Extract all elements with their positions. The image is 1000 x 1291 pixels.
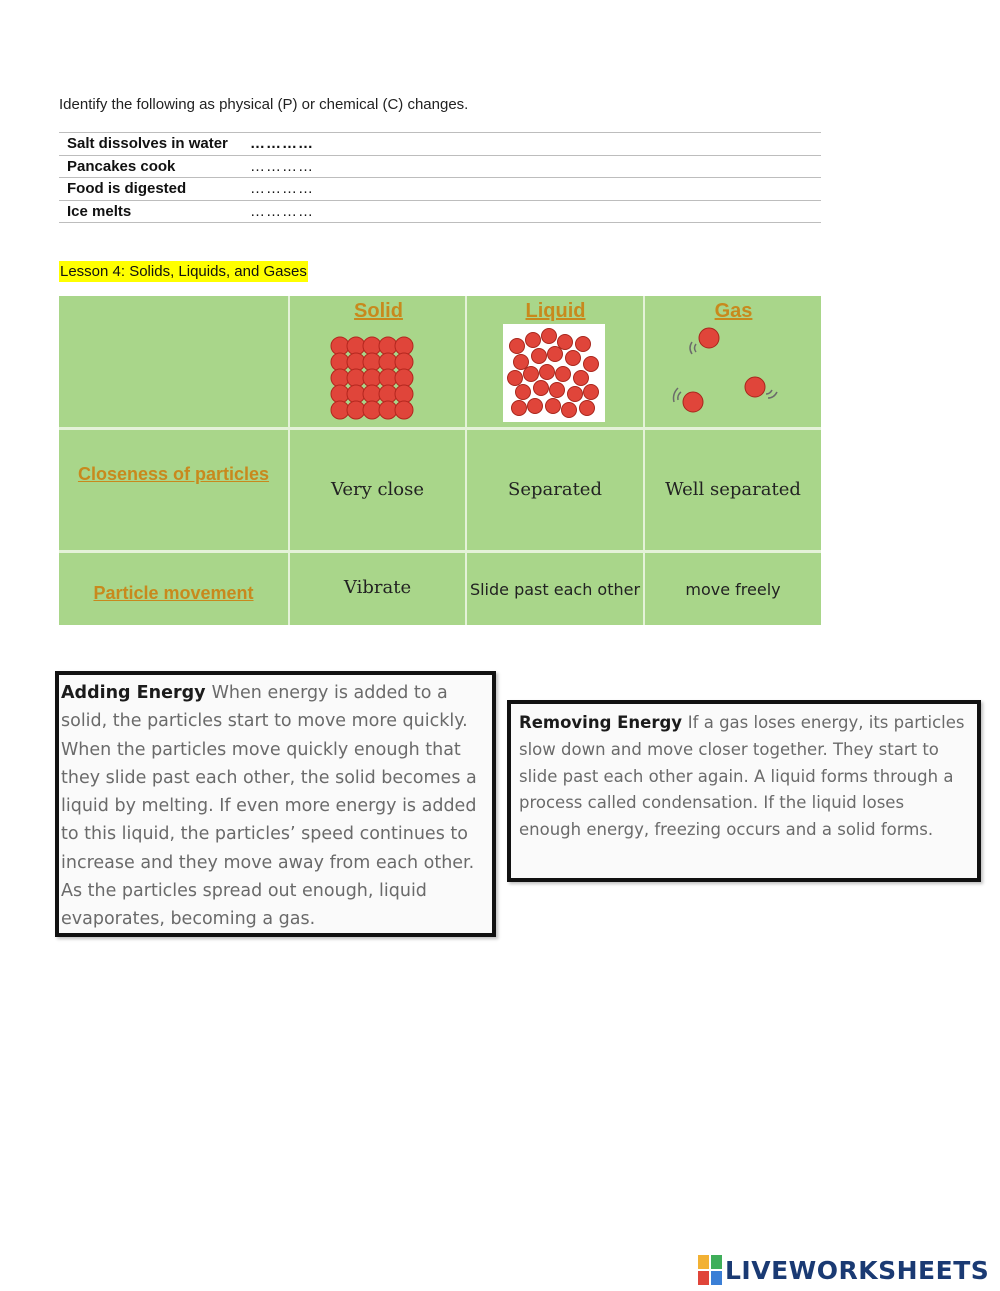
- header-gas: Gas: [714, 299, 753, 322]
- table-row: [59, 200, 821, 223]
- brand-name: LIVEWORKSHEETS: [725, 1255, 990, 1285]
- closeness-solid: Very close: [330, 479, 425, 500]
- change-item: Ice melts: [59, 200, 242, 223]
- removing-energy-text: If a gas loses energy, its particles slow down and move closer together. They start to slide past each other again. A liquid forms through a process called condensation. If the liquid loses enough energy, freezing occurs and a solid forms.: [519, 713, 965, 840]
- table-row: [59, 133, 821, 156]
- answer-blank[interactable]: …………: [242, 155, 821, 178]
- removing-energy-title: Removing Energy: [519, 713, 688, 732]
- table-row: [59, 155, 821, 178]
- adding-energy-box: [55, 671, 496, 937]
- header-liquid: Liquid: [525, 299, 586, 322]
- table-row: [59, 178, 821, 201]
- adding-energy-title: Adding Energy: [61, 683, 212, 703]
- movement-liquid: Slide past each other: [469, 579, 641, 599]
- liquid-particles-image: [503, 324, 605, 422]
- movement-gas: move freely: [685, 579, 781, 599]
- adding-energy-text: When energy is added to a solid, the particles start to move more quickly. When the particles move quickly enough that they slide past each other, the solid becomes a liquid by melting. If even more energy is added to this liquid, the particles’ speed continues to increase and they move away from each other. As the particles spread out enough, liquid evaporates, becoming a gas.: [61, 683, 477, 930]
- answer-blank[interactable]: …………: [242, 200, 821, 223]
- solid-particles-image: [329, 336, 439, 420]
- lesson-title: Lesson 4: Solids, Liquids, and Gases: [60, 263, 307, 280]
- change-item: Food is digested: [59, 178, 242, 201]
- logo-blocks-icon: [698, 1255, 722, 1285]
- changes-table: [59, 132, 821, 223]
- movement-solid: Vibrate: [343, 576, 412, 598]
- row-label-movement: Particle movement: [93, 582, 254, 603]
- closeness-liquid: Separated: [508, 479, 602, 500]
- answer-blank[interactable]: …………: [242, 178, 821, 201]
- change-item: Pancakes cook: [59, 155, 242, 178]
- liveworksheets-logo: [698, 1253, 989, 1287]
- closeness-gas: Well separated: [665, 479, 801, 500]
- change-item: Salt dissolves in water: [59, 133, 242, 156]
- answer-blank[interactable]: …………: [242, 133, 821, 156]
- header-solid: Solid: [354, 299, 403, 322]
- states-of-matter-table: [59, 296, 821, 625]
- instruction-text: Identify the following as physical (P) or chemical (C) changes.: [59, 96, 469, 113]
- gas-particles-image: [671, 324, 811, 416]
- row-label-closeness: Closeness of particles: [77, 463, 270, 484]
- removing-energy-box: [507, 700, 981, 882]
